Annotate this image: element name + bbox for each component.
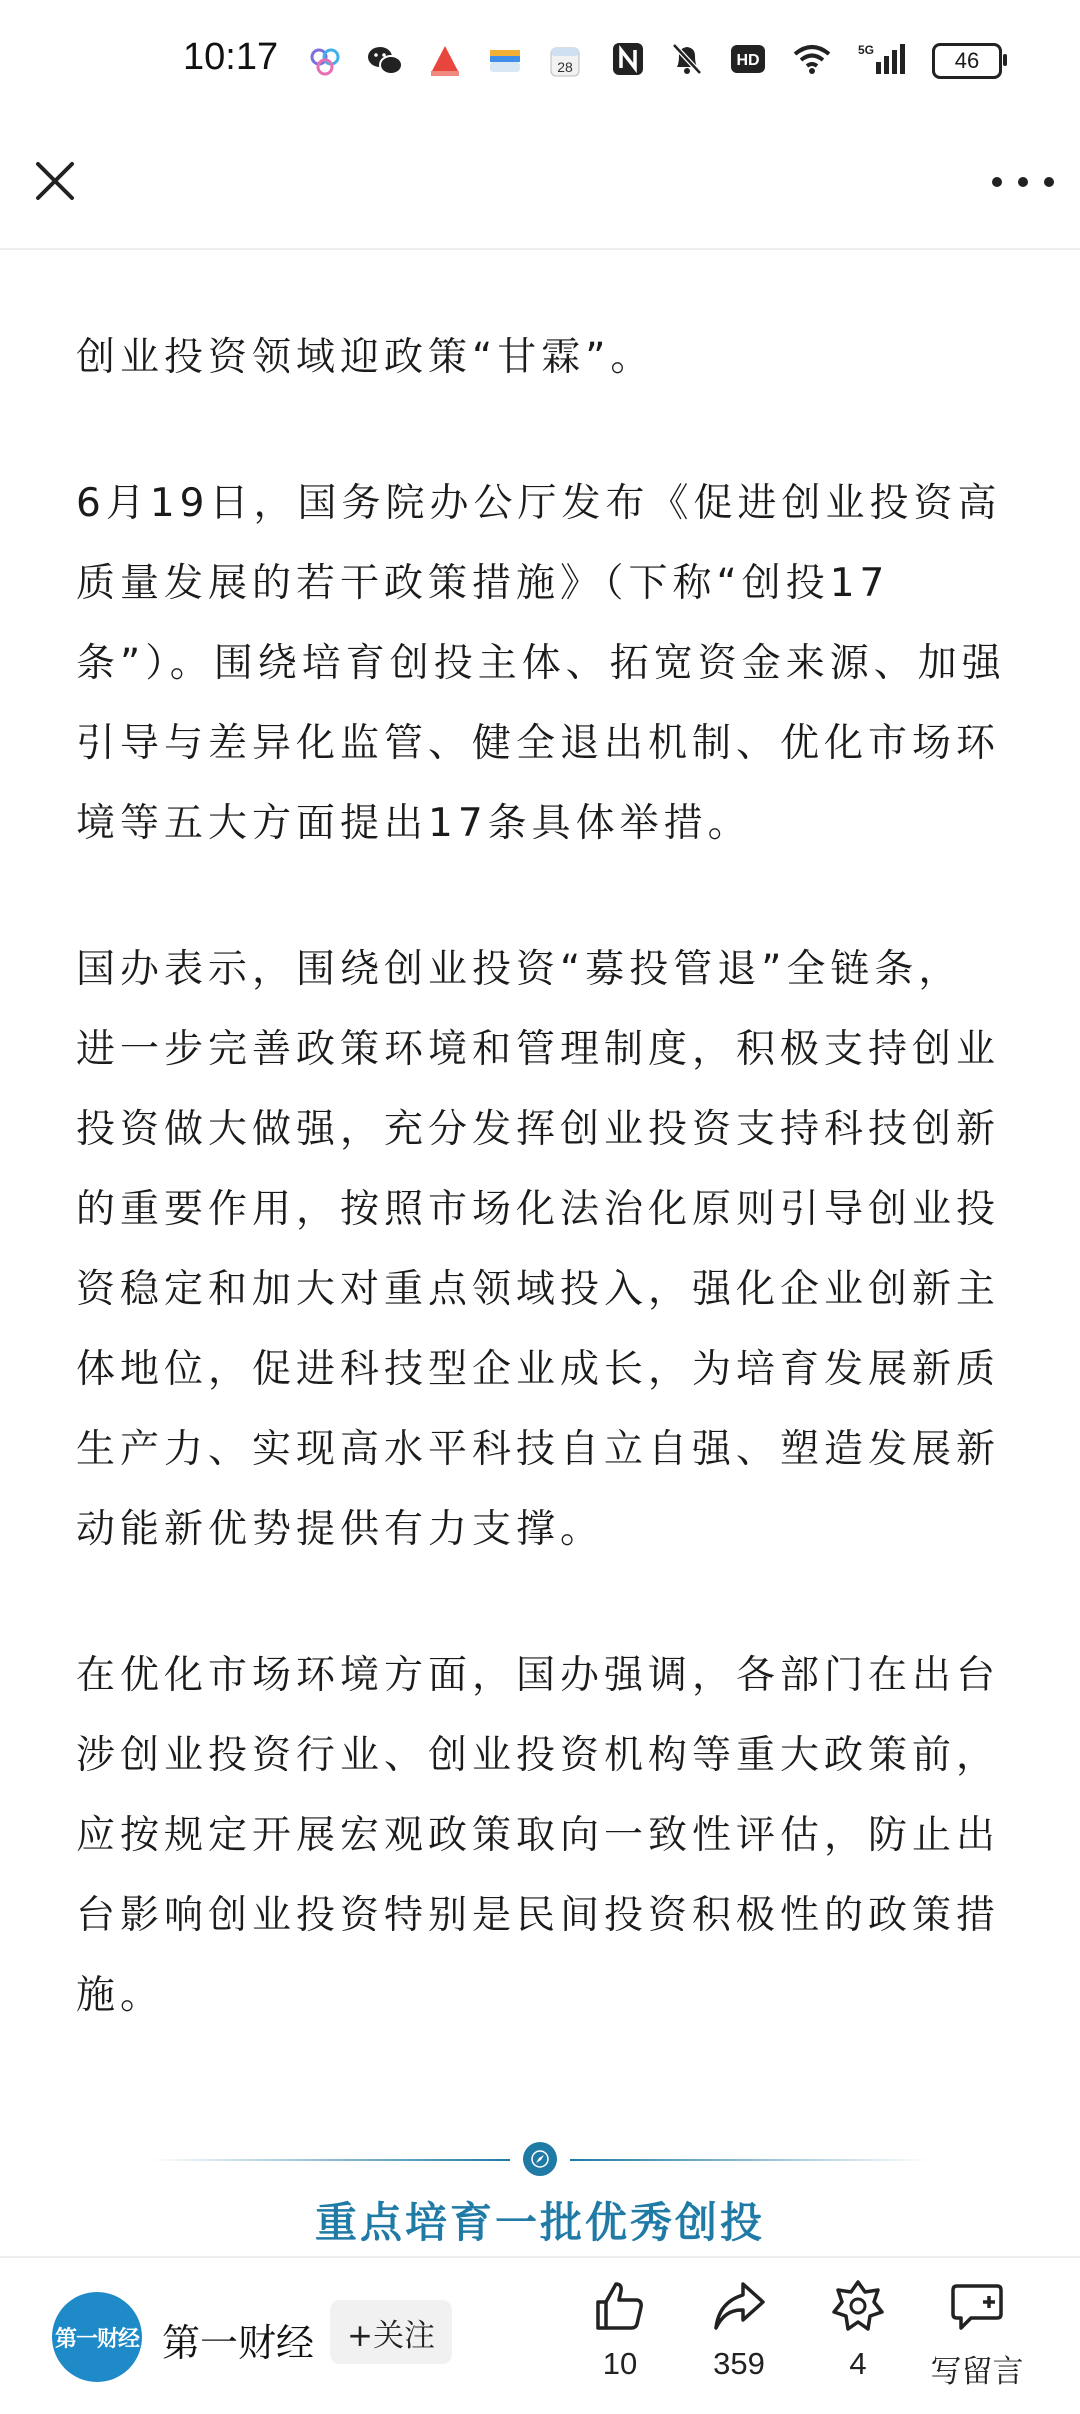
section-title: 重点培育一批优秀创投 [314, 2198, 765, 2247]
svg-text:HD: HD [736, 52, 760, 69]
article-paragraph: 国办表示，围绕创业投资“募投管退”全链条，进一步完善政策环境和管理制度，积极支持创业投资做大做强，充分发挥创业投资支持科技创新的重要作用，按照市场化法治化原则引导创业投资稳定和加大对重点领域投入，强化企业创新主体地位，促进科技型企业成长，为培育发展新质生产力、实现高水平科技自立自强、塑造发展新动能新优势提供有力支撑。 [76, 947, 1001, 1552]
close-icon [24, 150, 86, 212]
calendar-icon [545, 41, 585, 81]
news-app-icon [425, 41, 465, 81]
article-body [76, 318, 1006, 2102]
notification-icons [305, 38, 645, 84]
article-paragraph: 6月19日，国务院办公厅发布《促进创业投资高质量发展的若干政策措施》（下称“创投17条”）。围绕培育创投主体、拓宽资金来源、加强引导与差异化监管、健全退出机制、优化市场环境等五大方面提出17条具体举措。 [76, 481, 1006, 846]
battery-level: 46 [954, 48, 980, 73]
favorite-button[interactable] [813, 2278, 903, 2382]
network-type: 5G [858, 43, 875, 57]
bottom-action-bar [0, 2256, 1080, 2414]
more-options-button[interactable] [992, 160, 1054, 204]
comment-button[interactable] [922, 2278, 1032, 2391]
more-dot-icon [992, 177, 1002, 187]
compass-icon [523, 2142, 557, 2176]
section-divider [150, 2140, 930, 2180]
nfc-icon [612, 42, 644, 80]
divider-line-left [150, 2159, 510, 2161]
article-paragraph: 创业投资领域迎政策“甘霖”。 [76, 335, 655, 380]
article-paragraph: 在优化市场环境方面，国办强调，各部门在出台涉创业投资行业、创业投资机构等重大政策前，应按规定开展宏观政策取向一致性评估，防止出台影响创业投资特别是民间投资积极性的政策措施。 [76, 1653, 1001, 2018]
like-count: 10 [602, 2346, 638, 2381]
close-button[interactable] [24, 150, 86, 212]
article-top-bar [0, 120, 1080, 250]
share-button[interactable] [694, 2278, 784, 2382]
comment-add-icon [949, 2278, 1005, 2334]
share-count: 359 [713, 2346, 765, 2381]
wallet-app-icon [485, 41, 525, 81]
thumbs-up-icon [592, 2278, 648, 2334]
app-notification-icon [305, 41, 345, 81]
battery-icon [932, 43, 1002, 79]
system-icons [612, 36, 1002, 86]
section-heading [0, 2140, 1080, 2250]
follow-button[interactable]: +关注 [330, 2300, 452, 2364]
more-dot-icon [1018, 177, 1028, 187]
comment-label: 写留言 [930, 2354, 1024, 2389]
more-dot-icon [1044, 177, 1054, 187]
calendar-day: 28 [557, 59, 573, 75]
wechat-icon [365, 41, 405, 81]
like-button[interactable] [575, 2278, 665, 2382]
status-bar [0, 0, 1080, 120]
favorite-star-icon [830, 2278, 886, 2334]
hd-icon [730, 44, 766, 78]
wifi-icon [792, 43, 832, 79]
cellular-signal-icon [858, 42, 906, 80]
mute-bell-icon [670, 41, 704, 81]
favorite-count: 4 [849, 2346, 867, 2381]
status-time: 10:17 [183, 36, 279, 78]
share-arrow-icon [711, 2278, 767, 2334]
logo-text: 第一财经 [54, 2326, 139, 2352]
outlet-name[interactable]: 第一财经 [162, 2321, 315, 2365]
divider-line-right [570, 2159, 930, 2161]
outlet-logo[interactable] [52, 2292, 142, 2382]
